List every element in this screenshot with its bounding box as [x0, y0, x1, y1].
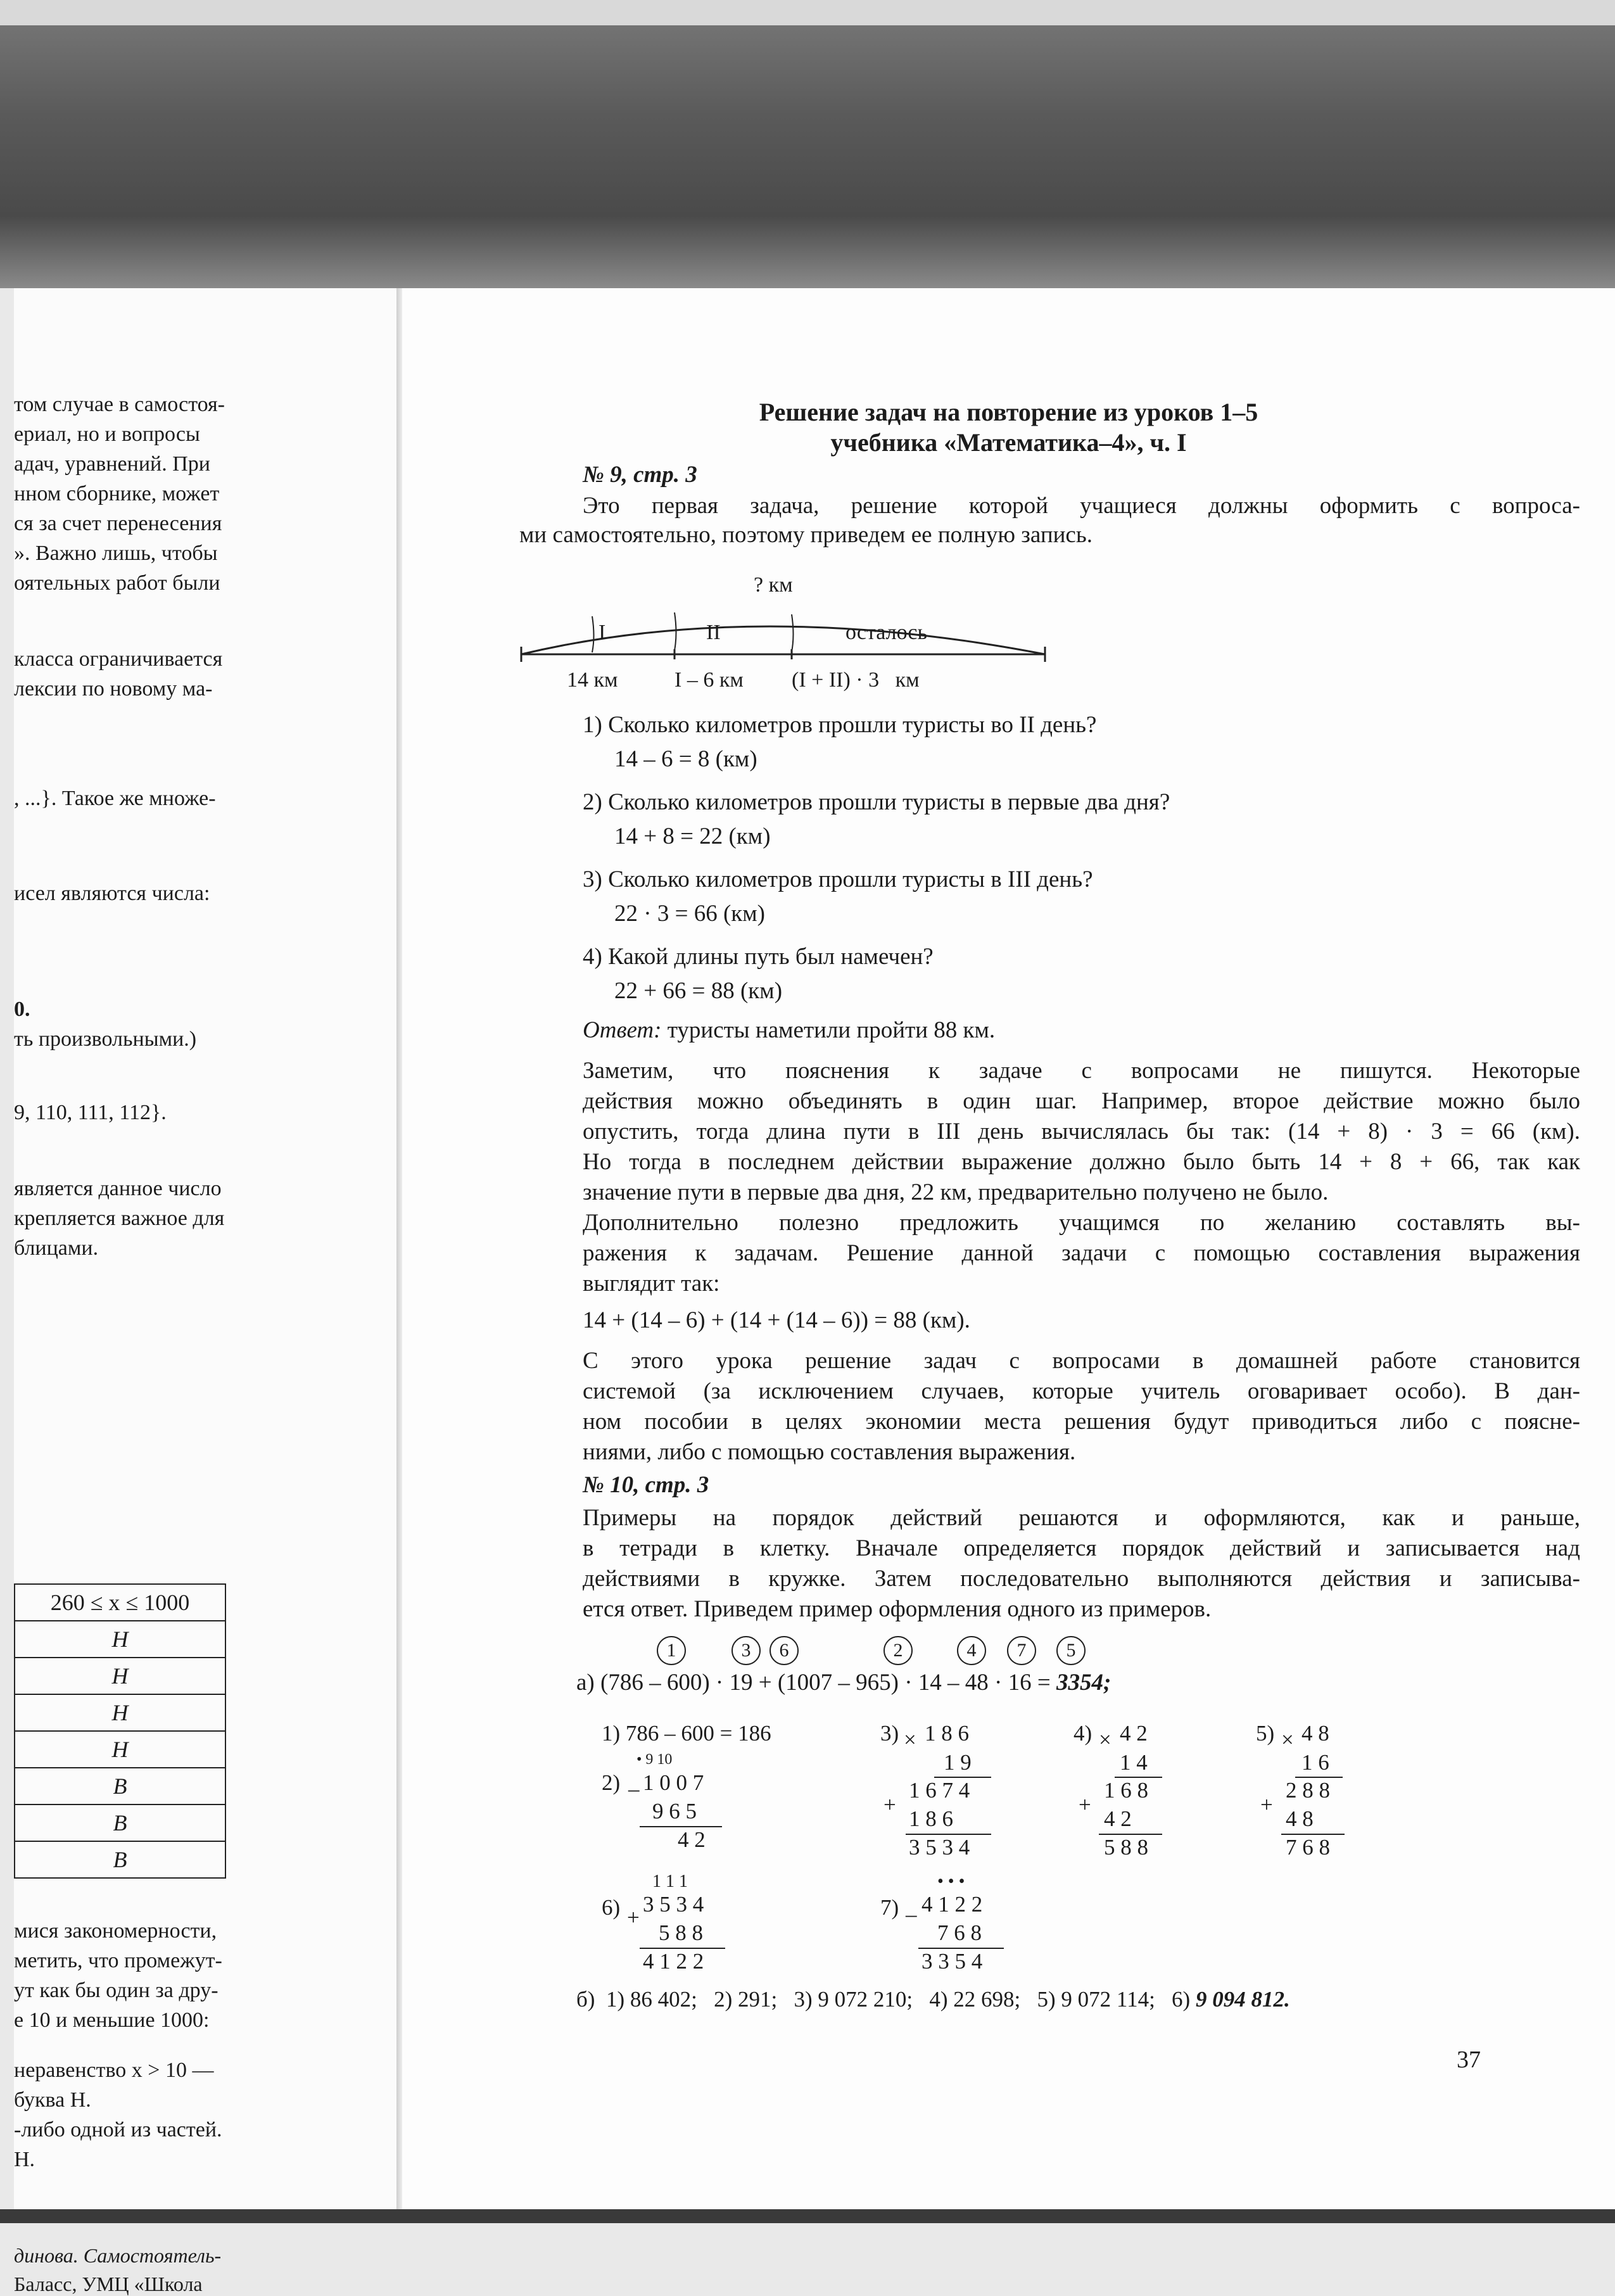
order-mark: 3	[732, 1636, 761, 1665]
table-cell: H	[15, 1621, 225, 1658]
task9-intro-line2: ми самостоятельно, поэтому приведем ее полную запись.	[519, 522, 1092, 548]
plus-sign: +	[1260, 1792, 1273, 1817]
step7-result: 3 3 5 4	[922, 1949, 983, 1974]
plus-sign: +	[627, 1905, 640, 1930]
step6-prefix: 6)	[602, 1895, 621, 1920]
times-sign: ×	[1281, 1727, 1294, 1752]
times-sign: ×	[1099, 1727, 1112, 1752]
order-mark: 1	[657, 1636, 686, 1665]
table-cell: H	[15, 1658, 225, 1694]
left-line: блицами.	[14, 1236, 99, 1260]
left-line: нном сборнике, может	[14, 482, 220, 505]
expression: 14 + (14 – 6) + (14 + (14 – 6)) = 88 (км).	[583, 1307, 970, 1333]
diagram-seg2-top: II	[706, 621, 721, 644]
left-line: , ...}. Такое же множе-	[14, 787, 216, 810]
left-line: неравенство x > 10 —	[14, 2058, 214, 2082]
question-2: 2) Сколько километров прошли туристы в первые два дня?	[583, 789, 1170, 815]
left-table	[14, 1583, 226, 1879]
para2-line: ражения к задачам. Решение данной задачи с помощью составления выражения	[583, 1240, 1580, 1266]
step6-a: 3 5 3 4	[643, 1892, 704, 1917]
left-line: метить, что промежут-	[14, 1949, 222, 1972]
step6-result: 4 1 2 2	[643, 1949, 704, 1974]
step2-carry: • 9 10	[636, 1751, 673, 1768]
left-line: динова. Самостоятель-	[14, 2244, 222, 2267]
left-line: 0.	[14, 998, 30, 1021]
scan-top-shadow	[0, 0, 1615, 288]
minus-sign: –	[906, 1902, 917, 1927]
para2-line: выглядит так:	[583, 1271, 720, 1297]
step-1: 1) 786 – 600 = 186	[602, 1721, 771, 1746]
step2-result: 4 2	[678, 1827, 706, 1852]
para2-line: Дополнительно полезно предложить учащимся по желанию составлять вы-	[583, 1210, 1580, 1236]
left-line: -либо одной из частей.	[14, 2118, 222, 2141]
step6-carry: 1 1 1	[652, 1872, 688, 1891]
left-line: ». Важно лишь, чтобы	[14, 542, 218, 565]
task9-intro-line1: Это первая задача, решение которой учащиеся должны оформить с вопроса-	[583, 493, 1580, 519]
page-number: 37	[1457, 2046, 1481, 2073]
table-header: 260 ≤ x ≤ 1000	[15, 1584, 225, 1621]
para1-line: опустить, тогда длина пути в III день вычислялась бы так: (14 + 8) · 3 = 66 (км).	[583, 1119, 1580, 1145]
diagram-seg2-bottom: I – 6 км	[674, 668, 744, 692]
times-sign: ×	[904, 1727, 916, 1752]
answers-b	[576, 1987, 1290, 2012]
left-line: 9, 110, 111, 112}.	[14, 1101, 167, 1124]
para1-line: значение пути в первые два дня, 22 км, предварительно получено не было.	[583, 1179, 1329, 1205]
diagram-seg1-bottom: 14 км	[567, 668, 618, 692]
para3-line: С этого урока решение задач с вопросами в домашней работе становится	[583, 1348, 1580, 1374]
step5-partial2: 4 8	[1286, 1806, 1314, 1831]
answer-label: Ответ:	[583, 1017, 662, 1043]
step5-partial1: 2 8 8	[1286, 1778, 1330, 1803]
step3-prefix: 3)	[880, 1721, 899, 1746]
right-page	[402, 288, 1615, 2223]
task9-number: № 9, стр. 3	[583, 462, 697, 488]
left-line: е 10 и меньшие 1000:	[14, 2008, 210, 2032]
order-mark: 2	[884, 1636, 913, 1665]
left-line: H.	[14, 2148, 35, 2171]
left-line: ериал, но и вопросы	[14, 422, 200, 446]
table-cell: B	[15, 1768, 225, 1804]
step5-b: 1 6	[1302, 1750, 1329, 1775]
step3-result: 3 5 3 4	[909, 1835, 970, 1860]
step7-carry: • • •	[937, 1872, 965, 1891]
left-line: адач, уравнений. При	[14, 452, 210, 476]
left-line: буква H.	[14, 2088, 91, 2112]
plus-sign: +	[1079, 1792, 1091, 1817]
answer-1: 14 – 6 = 8 (км)	[614, 746, 757, 772]
para1-line: Заметим, что пояснения к задаче с вопросами не пишутся. Некоторые	[583, 1058, 1580, 1084]
step4-prefix: 4)	[1074, 1721, 1092, 1746]
left-line: ся за счет перенесения	[14, 512, 222, 535]
task10-para-line: действиями в кружке. Затем последовательно выполняются действия и записыва-	[583, 1566, 1580, 1592]
step2-prefix: 2)	[602, 1770, 621, 1795]
step7-a: 4 1 2 2	[922, 1892, 983, 1917]
question-1: 1) Сколько километров прошли туристы во II день?	[583, 712, 1097, 738]
minus-sign: –	[628, 1777, 640, 1801]
para1-line: действия можно объединять в один шаг. Например, второе действие можно было	[583, 1088, 1580, 1114]
answers-b-text: б) 1) 86 402; 2) 291; 3) 9 072 210; 4) 22 698; 5) 9 072 114; 6)	[576, 1987, 1196, 2012]
para1-line: Но тогда в последнем действии выражение должно было быть 14 + 8 + 66, так как	[583, 1149, 1580, 1175]
task10-number: № 10, стр. 3	[583, 1472, 709, 1498]
para3-line: ном пособии в целях экономии места решения будут приводиться либо с поясне-	[583, 1409, 1580, 1435]
example-a	[576, 1669, 1111, 1696]
step5-prefix: 5)	[1256, 1721, 1275, 1746]
order-mark: 4	[957, 1636, 986, 1665]
example-a-expression: а) (786 – 600) · 19 + (1007 – 965) · 14 – 48 · 16 =	[576, 1670, 1056, 1696]
left-line: крепляется важное для	[14, 1207, 225, 1230]
step4-b: 1 4	[1120, 1750, 1148, 1775]
step6-b: 5 8 8	[659, 1920, 703, 1945]
left-line: лексии по новому ма-	[14, 677, 213, 701]
question-4: 4) Какой длины путь был намечен?	[583, 944, 934, 970]
task10-para-line: в тетради в клетку. Вначале определяется порядок действий и записывается над	[583, 1535, 1580, 1561]
question-3: 3) Сколько километров прошли туристы в III день?	[583, 866, 1093, 892]
step7-b: 7 6 8	[937, 1920, 982, 1945]
step4-partial2: 4 2	[1104, 1806, 1132, 1831]
left-page	[14, 288, 397, 2295]
step4-partial1: 1 6 8	[1104, 1778, 1148, 1803]
left-line: ть произвольными.)	[14, 1027, 197, 1051]
diagram-total-label: ? км	[754, 573, 793, 597]
step2-b: 9 6 5	[652, 1799, 697, 1823]
answer-text: туристы наметили пройти 88 км.	[661, 1017, 996, 1043]
step5-a: 4 8	[1302, 1721, 1329, 1746]
example-a-result: 3354;	[1056, 1670, 1112, 1696]
section-title-line1: Решение задач на повторение из уроков 1–5	[759, 398, 1258, 426]
table-cell: B	[15, 1804, 225, 1841]
para3-line: ниями, либо с помощью составления выражения.	[583, 1439, 1076, 1465]
diagram-seg1-top: I	[598, 621, 606, 644]
order-mark: 5	[1056, 1636, 1086, 1665]
left-line: Баласс, УМЦ «Школа	[14, 2273, 203, 2295]
left-line: мися закономерности,	[14, 1919, 217, 1943]
step3-partial1: 1 6 7 4	[909, 1778, 970, 1803]
task10-para-line: ется ответ. Приведем пример оформления одного из примеров.	[583, 1596, 1212, 1622]
step4-result: 5 8 8	[1104, 1835, 1148, 1860]
diagram-seg3-top: осталось	[846, 621, 928, 644]
left-line: оятельных работ были	[14, 571, 220, 595]
section-title-line2: учебника «Математика–4», ч. I	[830, 428, 1187, 457]
answer-3: 22 · 3 = 66 (км)	[614, 901, 765, 927]
order-mark: 7	[1007, 1636, 1036, 1665]
left-line: ут как бы один за дру-	[14, 1979, 218, 2002]
step3-partial2: 1 8 6	[909, 1806, 953, 1831]
left-line: исел являются числа:	[14, 882, 210, 905]
para3-line: системой (за исключением случаев, которые учитель оговаривает особо). В дан-	[583, 1378, 1580, 1404]
left-line: том случае в самостоя-	[14, 393, 225, 416]
left-line: является данное число	[14, 1177, 222, 1200]
answers-b-final: 9 094 812.	[1195, 1987, 1290, 2012]
step2-a: 1 0 0 7	[643, 1770, 704, 1795]
step3-b: 1 9	[944, 1750, 972, 1775]
plus-sign: +	[884, 1792, 896, 1817]
step7-prefix: 7)	[880, 1895, 899, 1920]
final-answer	[583, 1017, 995, 1044]
order-mark: 6	[770, 1636, 799, 1665]
scan-bottom-edge	[0, 2209, 1615, 2223]
answer-4: 22 + 66 = 88 (км)	[614, 978, 783, 1004]
step5-result: 7 6 8	[1286, 1835, 1330, 1860]
table-cell: H	[15, 1694, 225, 1731]
answer-2: 14 + 8 = 22 (км)	[614, 823, 771, 849]
task10-para-line: Примеры на порядок действий решаются и оформляются, как и раньше,	[583, 1505, 1580, 1531]
diagram-seg3-bottom: (I + II) · 3 км	[792, 668, 920, 692]
step3-a: 1 8 6	[925, 1721, 969, 1746]
left-line: класса ограничивается	[14, 647, 223, 671]
table-cell: H	[15, 1731, 225, 1768]
table-cell: B	[15, 1841, 225, 1878]
step4-a: 4 2	[1120, 1721, 1148, 1746]
